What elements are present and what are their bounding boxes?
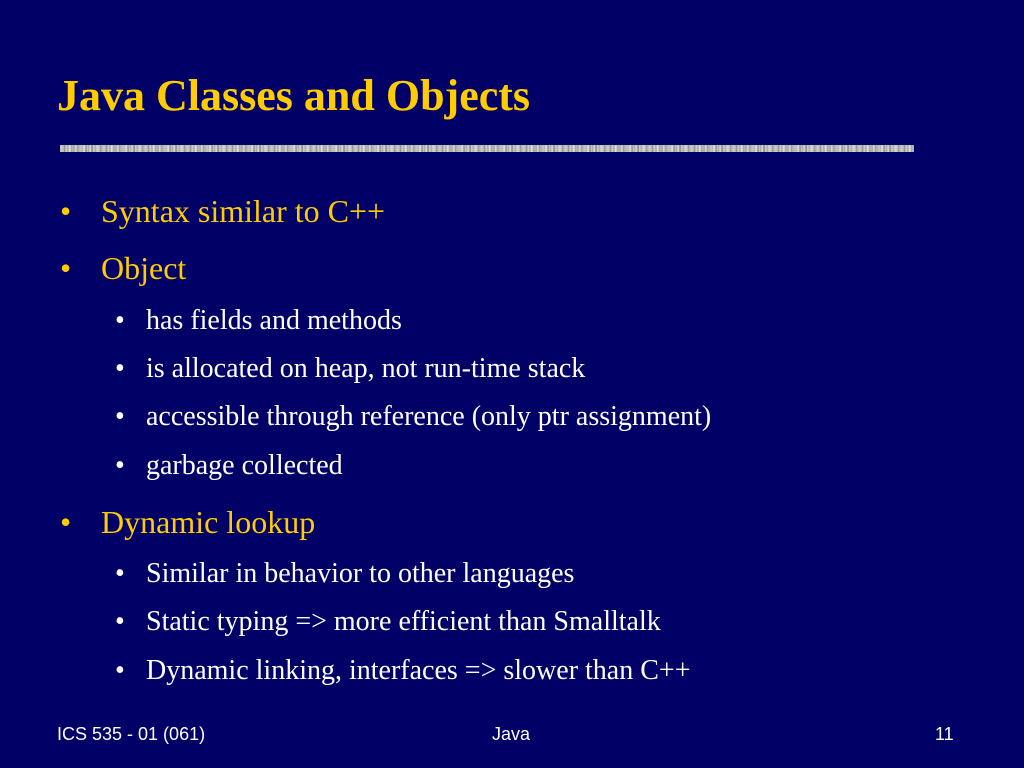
bullet-icon: •	[115, 558, 125, 589]
bullet-text: Dynamic lookup	[101, 504, 316, 540]
bullet-icon: •	[115, 353, 125, 384]
bullet-text: garbage collected	[146, 450, 343, 481]
bullet-text: Dynamic linking, interfaces => slower than C++	[146, 655, 691, 686]
footer-course: ICS 535 - 01 (061)	[57, 724, 206, 744]
footer-topic: Java	[492, 724, 531, 744]
title-divider	[60, 145, 914, 152]
bullet-icon: •	[115, 401, 125, 432]
bullet-icon: •	[60, 504, 72, 540]
bullet-icon: •	[115, 606, 125, 637]
bullet-text: accessible through reference (only ptr assignment)	[146, 401, 712, 432]
bullet-text: Similar in behavior to other languages	[146, 558, 575, 589]
bullet-icon: •	[115, 305, 125, 336]
bullet-icon: •	[115, 450, 125, 481]
bullet-text: Syntax similar to C++	[101, 193, 386, 229]
bullet-text: Static typing => more efficient than Smalltalk	[146, 606, 661, 637]
bullet-icon: •	[115, 655, 125, 686]
slide-title: Java Classes and Objects	[57, 71, 531, 120]
bullet-text: is allocated on heap, not run-time stack	[146, 353, 586, 384]
bullet-icon: •	[60, 250, 72, 286]
bullet-text: has fields and methods	[146, 305, 402, 336]
bullet-icon: •	[60, 193, 72, 229]
bullet-text: Object	[101, 250, 187, 286]
page-number: 11	[935, 724, 954, 744]
